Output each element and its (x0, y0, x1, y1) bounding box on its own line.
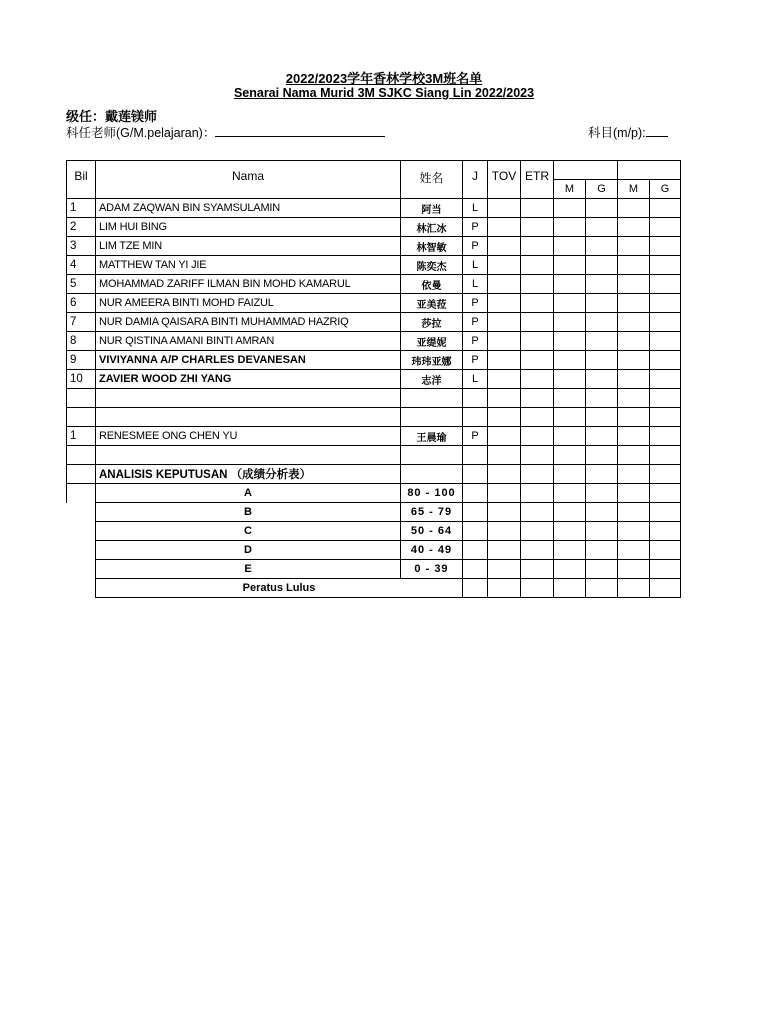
score-cell[interactable] (586, 503, 618, 522)
grade-label: D (96, 541, 401, 560)
score-cell[interactable] (488, 389, 521, 408)
subheader-m-2: M (618, 180, 650, 199)
header-etr: ETR (521, 161, 554, 199)
score-cell[interactable] (554, 294, 586, 313)
student-gender: P (463, 427, 488, 446)
score-cell[interactable] (521, 294, 554, 313)
grade-label: B (96, 503, 401, 522)
grade-label: C (96, 522, 401, 541)
score-cell[interactable] (521, 351, 554, 370)
score-cell[interactable] (650, 522, 681, 541)
score-cell[interactable] (650, 256, 681, 275)
score-cell[interactable] (618, 218, 650, 237)
student-gender: P (463, 332, 488, 351)
score-cell[interactable] (488, 237, 521, 256)
score-cell[interactable] (521, 313, 554, 332)
score-cell[interactable] (488, 484, 521, 503)
score-cell[interactable] (554, 351, 586, 370)
header-group-2 (618, 161, 681, 180)
score-cell[interactable] (554, 560, 586, 579)
score-cell[interactable] (488, 332, 521, 351)
score-cell[interactable] (463, 522, 488, 541)
pass-rate-label: Peratus Lulus (96, 579, 463, 598)
page-title: 2022/2023学年香林学校3M班名单 (285, 71, 483, 86)
score-cell[interactable] (521, 503, 554, 522)
score-cell[interactable] (650, 237, 681, 256)
score-cell[interactable] (521, 579, 554, 598)
table-row (67, 237, 681, 256)
empty-row (67, 408, 681, 427)
header-gender: J (463, 161, 488, 199)
student-name: NUR QISTINA AMANI BINTI AMRAN (96, 332, 401, 351)
student-chinese-name: 志洋 (401, 370, 463, 389)
grade-bil-cell (67, 503, 96, 522)
score-cell[interactable] (586, 484, 618, 503)
header-bil: Bil (67, 161, 96, 199)
student-gender: P (463, 351, 488, 370)
row-number: 1 (67, 199, 96, 218)
score-cell[interactable] (554, 256, 586, 275)
score-cell[interactable] (586, 579, 618, 598)
score-cell[interactable] (618, 579, 650, 598)
row-number: 3 (67, 237, 96, 256)
student-name: NUR AMEERA BINTI MOHD FAIZUL (96, 294, 401, 313)
analysis-header-row (67, 465, 681, 484)
student-name: ZAVIER WOOD ZHI YANG (96, 370, 401, 389)
score-cell[interactable] (650, 351, 681, 370)
score-cell[interactable] (650, 294, 681, 313)
subheader-g-2: G (650, 180, 681, 199)
score-cell[interactable] (618, 199, 650, 218)
student-gender: P (463, 218, 488, 237)
score-cell[interactable] (554, 522, 586, 541)
score-cell[interactable] (488, 465, 521, 484)
score-cell[interactable] (401, 446, 463, 465)
table-row (67, 199, 681, 218)
row-number: 7 (67, 313, 96, 332)
score-cell[interactable] (488, 560, 521, 579)
pass-rate-row (67, 579, 681, 598)
score-cell[interactable] (554, 237, 586, 256)
subject-teacher-blank (215, 126, 385, 137)
table-row (67, 427, 681, 446)
score-cell[interactable] (521, 446, 554, 465)
score-cell[interactable] (554, 465, 586, 484)
score-cell[interactable] (650, 199, 681, 218)
grade-bil-cell (67, 484, 96, 503)
score-cell[interactable] (618, 427, 650, 446)
score-cell[interactable] (554, 332, 586, 351)
grade-range: 50 - 64 (401, 522, 463, 541)
score-cell[interactable] (554, 218, 586, 237)
score-cell[interactable] (488, 218, 521, 237)
score-cell[interactable] (488, 579, 521, 598)
score-cell[interactable] (650, 484, 681, 503)
score-cell[interactable] (586, 446, 618, 465)
grade-range: 0 - 39 (401, 560, 463, 579)
header-chinese-name: 姓名 (401, 161, 463, 199)
student-name: ADAM ZAQWAN BIN SYAMSULAMIN (96, 199, 401, 218)
student-gender: P (463, 237, 488, 256)
table-row (67, 294, 681, 313)
table-row (67, 256, 681, 275)
row-number: 10 (67, 370, 96, 389)
score-cell[interactable] (67, 389, 96, 408)
table-row (67, 351, 681, 370)
score-cell[interactable] (650, 218, 681, 237)
student-gender: L (463, 370, 488, 389)
score-cell[interactable] (488, 522, 521, 541)
student-chinese-name: 亚缇妮 (401, 332, 463, 351)
score-cell[interactable] (650, 541, 681, 560)
score-cell[interactable] (650, 332, 681, 351)
score-cell[interactable] (650, 579, 681, 598)
score-cell[interactable] (618, 237, 650, 256)
score-cell[interactable] (554, 370, 586, 389)
header-nama: Nama (96, 161, 401, 199)
subject-field (588, 123, 668, 141)
score-cell[interactable] (488, 370, 521, 389)
score-cell[interactable] (618, 560, 650, 579)
score-cell[interactable] (618, 256, 650, 275)
student-chinese-name: 陈奕杰 (401, 256, 463, 275)
score-cell[interactable] (488, 446, 521, 465)
score-cell[interactable] (554, 579, 586, 598)
score-cell[interactable] (521, 522, 554, 541)
score-cell[interactable] (554, 446, 586, 465)
score-cell[interactable] (463, 465, 488, 484)
score-cell[interactable] (463, 503, 488, 522)
score-cell[interactable] (586, 275, 618, 294)
score-cell[interactable] (618, 313, 650, 332)
score-cell[interactable] (650, 465, 681, 484)
score-cell[interactable] (488, 541, 521, 560)
grade-row (67, 484, 681, 503)
score-cell[interactable] (618, 389, 650, 408)
page-subtitle: Senarai Nama Murid 3M SJKC Siang Lin 2022/2023 (233, 86, 535, 100)
grade-label: E (96, 560, 401, 579)
student-gender: P (463, 294, 488, 313)
score-cell[interactable] (463, 579, 488, 598)
score-cell[interactable] (618, 465, 650, 484)
score-cell[interactable] (521, 389, 554, 408)
score-cell[interactable] (521, 484, 554, 503)
student-name: MATTHEW TAN YI JIE (96, 256, 401, 275)
score-cell[interactable] (586, 541, 618, 560)
score-cell[interactable] (521, 332, 554, 351)
subject-teacher-label: 科任老师(G/M.pelajaran)： (66, 126, 216, 140)
score-cell[interactable] (650, 313, 681, 332)
score-cell[interactable] (650, 446, 681, 465)
score-cell[interactable] (488, 427, 521, 446)
grade-range: 40 - 49 (401, 541, 463, 560)
student-name: LIM TZE MIN (96, 237, 401, 256)
class-teacher: 级任：戴莲镁师 (66, 109, 158, 124)
empty-row (67, 446, 681, 465)
score-cell[interactable] (401, 389, 463, 408)
score-cell[interactable] (586, 294, 618, 313)
analysis-bil-cell (67, 465, 96, 484)
score-cell[interactable] (618, 484, 650, 503)
score-cell[interactable] (618, 522, 650, 541)
score-cell[interactable] (463, 484, 488, 503)
table-header-row (67, 161, 681, 180)
score-cell[interactable] (618, 503, 650, 522)
student-name: NUR DAMIA QAISARA BINTI MUHAMMAD HAZRIQ (96, 313, 401, 332)
student-chinese-name: 亚美菈 (401, 294, 463, 313)
grade-row (67, 522, 681, 541)
grade-bil-cell (67, 560, 96, 579)
score-cell[interactable] (618, 446, 650, 465)
row-number: 9 (67, 351, 96, 370)
row-number: 1 (67, 427, 96, 446)
score-cell[interactable] (554, 313, 586, 332)
score-cell[interactable] (521, 199, 554, 218)
score-cell[interactable] (521, 560, 554, 579)
score-cell[interactable] (554, 541, 586, 560)
header-tov: TOV (488, 161, 521, 199)
score-cell[interactable] (586, 370, 618, 389)
grade-bil-cell (67, 522, 96, 541)
score-cell[interactable] (586, 351, 618, 370)
row-number: 4 (67, 256, 96, 275)
student-gender: L (463, 256, 488, 275)
grade-label: A (96, 484, 401, 503)
subheader-g-1: G (586, 180, 618, 199)
score-cell[interactable] (488, 199, 521, 218)
score-cell[interactable] (521, 465, 554, 484)
score-cell[interactable] (586, 522, 618, 541)
student-name: LIM HUI BING (96, 218, 401, 237)
table-row (67, 332, 681, 351)
student-chinese-name: 林汇冰 (401, 218, 463, 237)
analysis-cell (401, 465, 463, 484)
score-cell[interactable] (554, 503, 586, 522)
score-cell[interactable] (618, 332, 650, 351)
score-cell[interactable] (618, 408, 650, 427)
class-roster-table (66, 160, 681, 598)
score-cell[interactable] (488, 313, 521, 332)
score-cell[interactable] (586, 427, 618, 446)
grade-row (67, 541, 681, 560)
score-cell[interactable] (618, 275, 650, 294)
score-cell[interactable] (586, 389, 618, 408)
score-cell[interactable] (463, 560, 488, 579)
score-cell[interactable] (96, 408, 401, 427)
score-cell[interactable] (521, 218, 554, 237)
score-cell[interactable] (586, 560, 618, 579)
score-cell[interactable] (463, 541, 488, 560)
score-cell[interactable] (521, 408, 554, 427)
grade-bil-cell (67, 541, 96, 560)
score-cell[interactable] (586, 218, 618, 237)
score-cell[interactable] (554, 199, 586, 218)
score-cell[interactable] (586, 237, 618, 256)
score-cell[interactable] (650, 389, 681, 408)
score-cell[interactable] (586, 408, 618, 427)
score-cell[interactable] (650, 275, 681, 294)
header-group-1 (554, 161, 618, 180)
analysis-title: ANALISIS KEPUTUSAN （成绩分析表） (96, 465, 401, 484)
score-cell[interactable] (650, 560, 681, 579)
score-cell[interactable] (488, 503, 521, 522)
score-cell[interactable] (586, 313, 618, 332)
score-cell[interactable] (521, 427, 554, 446)
score-cell[interactable] (618, 294, 650, 313)
score-cell[interactable] (650, 503, 681, 522)
score-cell[interactable] (554, 484, 586, 503)
score-cell[interactable] (618, 370, 650, 389)
student-name: RENESMEE ONG CHEN YU (96, 427, 401, 446)
student-chinese-name: 阿当 (401, 199, 463, 218)
student-gender: P (463, 313, 488, 332)
subject-label: 科目(m/p): (588, 126, 646, 140)
score-cell[interactable] (554, 408, 586, 427)
score-cell[interactable] (521, 275, 554, 294)
subject-teacher-field (66, 123, 385, 141)
table-row (67, 218, 681, 237)
row-number: 8 (67, 332, 96, 351)
grade-range: 80 - 100 (401, 484, 463, 503)
grade-row (67, 560, 681, 579)
student-chinese-name: 玮玮亚娜 (401, 351, 463, 370)
student-chinese-name: 王晨瑜 (401, 427, 463, 446)
pass-bil-cell (67, 579, 96, 598)
score-cell[interactable] (488, 408, 521, 427)
score-cell[interactable] (618, 351, 650, 370)
score-cell[interactable] (554, 389, 586, 408)
subheader-m-1: M (554, 180, 586, 199)
table-row (67, 313, 681, 332)
score-cell[interactable] (67, 408, 96, 427)
score-cell[interactable] (521, 256, 554, 275)
subject-blank (646, 126, 668, 137)
score-cell[interactable] (521, 541, 554, 560)
table-row (67, 275, 681, 294)
student-chinese-name: 莎拉 (401, 313, 463, 332)
row-number: 6 (67, 294, 96, 313)
score-cell[interactable] (488, 294, 521, 313)
row-number: 5 (67, 275, 96, 294)
score-cell[interactable] (96, 446, 401, 465)
score-cell[interactable] (554, 275, 586, 294)
score-cell[interactable] (463, 389, 488, 408)
row-number: 2 (67, 218, 96, 237)
score-cell[interactable] (488, 351, 521, 370)
score-cell[interactable] (586, 199, 618, 218)
student-gender: L (463, 199, 488, 218)
score-cell[interactable] (401, 408, 463, 427)
score-cell[interactable] (488, 256, 521, 275)
student-name: VIVIYANNA A/P CHARLES DEVANESAN (96, 351, 401, 370)
empty-row (67, 389, 681, 408)
table-row (67, 370, 681, 389)
score-cell[interactable] (488, 275, 521, 294)
grade-range: 65 - 79 (401, 503, 463, 522)
score-cell[interactable] (586, 465, 618, 484)
score-cell[interactable] (618, 541, 650, 560)
score-cell[interactable] (521, 370, 554, 389)
score-cell[interactable] (554, 427, 586, 446)
score-cell[interactable] (586, 332, 618, 351)
score-cell[interactable] (586, 256, 618, 275)
score-cell[interactable] (96, 389, 401, 408)
score-cell[interactable] (650, 408, 681, 427)
student-gender: L (463, 275, 488, 294)
student-chinese-name: 林智敏 (401, 237, 463, 256)
score-cell[interactable] (463, 446, 488, 465)
grade-row (67, 503, 681, 522)
score-cell[interactable] (463, 408, 488, 427)
score-cell[interactable] (67, 446, 96, 465)
student-name: MOHAMMAD ZARIFF ILMAN BIN MOHD KAMARUL (96, 275, 401, 294)
student-chinese-name: 依曼 (401, 275, 463, 294)
score-cell[interactable] (650, 427, 681, 446)
score-cell[interactable] (650, 370, 681, 389)
score-cell[interactable] (521, 237, 554, 256)
